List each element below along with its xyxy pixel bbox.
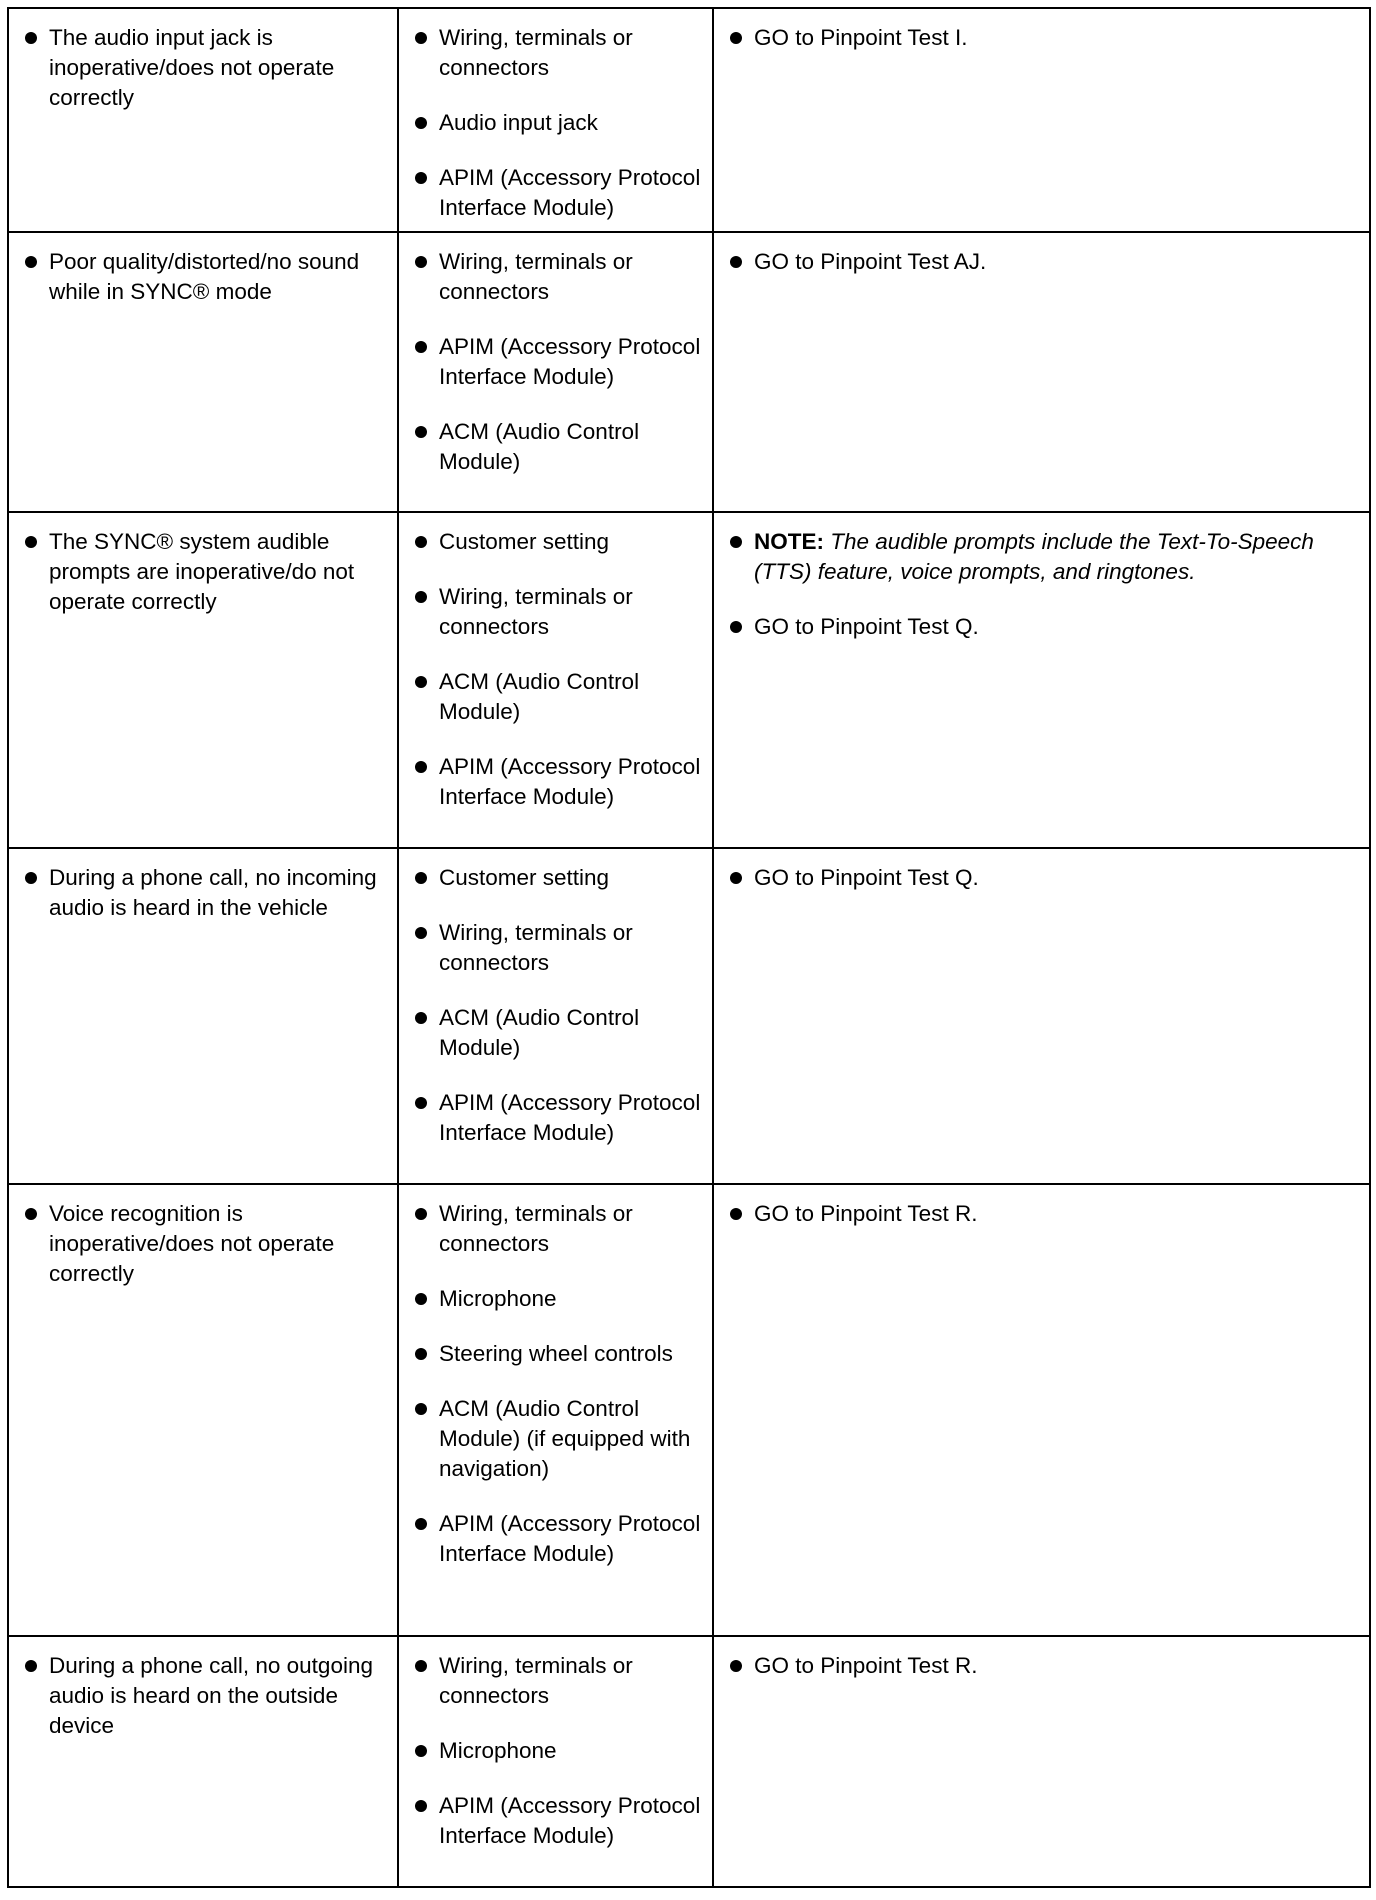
bullet-icon bbox=[415, 872, 427, 884]
bullet-icon bbox=[25, 872, 37, 884]
bullet-icon bbox=[415, 172, 427, 184]
bullet-icon bbox=[415, 1745, 427, 1757]
bullet-icon bbox=[25, 1660, 37, 1672]
table-row bbox=[8, 512, 1370, 848]
bullet-icon bbox=[415, 1660, 427, 1672]
bullet-icon bbox=[415, 761, 427, 773]
possible-source-cell bbox=[398, 512, 713, 848]
possible-source-cell bbox=[398, 1184, 713, 1636]
action-cell bbox=[713, 1636, 1370, 1887]
source-item: Audio input jack bbox=[407, 108, 704, 138]
bullet-icon bbox=[730, 536, 742, 548]
action-cell bbox=[713, 848, 1370, 1184]
source-item: ACM (Audio Control Module) bbox=[407, 1003, 704, 1063]
table-row bbox=[8, 8, 1370, 232]
bullet-icon bbox=[415, 256, 427, 268]
symptom-cell bbox=[8, 232, 398, 512]
table-row bbox=[8, 232, 1370, 512]
possible-source-cell bbox=[398, 232, 713, 512]
source-item: Wiring, terminals or connectors bbox=[407, 247, 704, 307]
symptom-cell bbox=[8, 512, 398, 848]
bullet-icon bbox=[415, 536, 427, 548]
source-item: Steering wheel controls bbox=[407, 1339, 704, 1369]
note-item bbox=[722, 527, 1361, 587]
symptom-item: Poor quality/distorted/no sound while in SYNC® mode bbox=[17, 247, 389, 307]
source-item: Customer setting bbox=[407, 863, 704, 893]
possible-source-cell bbox=[398, 848, 713, 1184]
source-item: Customer setting bbox=[407, 527, 704, 557]
action-item: GO to Pinpoint Test AJ. bbox=[722, 247, 1361, 277]
bullet-icon bbox=[730, 256, 742, 268]
bullet-icon bbox=[415, 927, 427, 939]
bullet-icon bbox=[730, 1660, 742, 1672]
action-cell bbox=[713, 232, 1370, 512]
bullet-icon bbox=[415, 426, 427, 438]
bullet-icon bbox=[415, 676, 427, 688]
source-item: APIM (Accessory Protocol Interface Module) bbox=[407, 752, 704, 812]
symptom-item: During a phone call, no incoming audio is heard in the vehicle bbox=[17, 863, 389, 923]
bullet-icon bbox=[730, 1208, 742, 1220]
symptom-item: The audio input jack is inoperative/does not operate correctly bbox=[17, 23, 389, 113]
action-item: GO to Pinpoint Test R. bbox=[722, 1651, 1361, 1681]
table-row bbox=[8, 1184, 1370, 1636]
note-label: NOTE: bbox=[754, 529, 824, 554]
action-item: GO to Pinpoint Test R. bbox=[722, 1199, 1361, 1229]
bullet-icon bbox=[415, 1348, 427, 1360]
symptom-cell bbox=[8, 1184, 398, 1636]
possible-source-cell bbox=[398, 1636, 713, 1887]
bullet-icon bbox=[415, 1097, 427, 1109]
source-item: Wiring, terminals or connectors bbox=[407, 582, 704, 642]
symptom-cell bbox=[8, 8, 398, 232]
bullet-icon bbox=[415, 32, 427, 44]
source-item: ACM (Audio Control Module) (if equipped with navigation) bbox=[407, 1394, 704, 1484]
bullet-icon bbox=[25, 32, 37, 44]
bullet-icon bbox=[415, 1208, 427, 1220]
note-text: The audible prompts include the Text-To-Speech (TTS) feature, voice prompts, and ringtones. bbox=[754, 529, 1314, 584]
symptom-cell bbox=[8, 848, 398, 1184]
action-item: GO to Pinpoint Test Q. bbox=[722, 863, 1361, 893]
source-item: APIM (Accessory Protocol Interface Module) bbox=[407, 1088, 704, 1148]
source-item: Wiring, terminals or connectors bbox=[407, 23, 704, 83]
bullet-icon bbox=[730, 32, 742, 44]
bullet-icon bbox=[415, 1293, 427, 1305]
bullet-icon bbox=[415, 1800, 427, 1812]
bullet-icon bbox=[415, 1012, 427, 1024]
source-item: Wiring, terminals or connectors bbox=[407, 1199, 704, 1259]
bullet-icon bbox=[25, 1208, 37, 1220]
source-item: APIM (Accessory Protocol Interface Module) bbox=[407, 1509, 704, 1569]
symptom-item: Voice recognition is inoperative/does not operate correctly bbox=[17, 1199, 389, 1289]
symptom-item: The SYNC® system audible prompts are inoperative/do not operate correctly bbox=[17, 527, 389, 617]
bullet-icon bbox=[730, 872, 742, 884]
bullet-icon bbox=[25, 256, 37, 268]
source-item: Wiring, terminals or connectors bbox=[407, 1651, 704, 1711]
action-item: GO to Pinpoint Test I. bbox=[722, 23, 1361, 53]
source-item: ACM (Audio Control Module) bbox=[407, 667, 704, 727]
symptom-chart-table bbox=[7, 7, 1371, 1888]
bullet-icon bbox=[415, 341, 427, 353]
bullet-icon bbox=[730, 621, 742, 633]
source-item: APIM (Accessory Protocol Interface Module) bbox=[407, 1791, 704, 1851]
action-cell bbox=[713, 1184, 1370, 1636]
source-item: Microphone bbox=[407, 1736, 704, 1766]
source-item: APIM (Accessory Protocol Interface Module) bbox=[407, 163, 704, 223]
source-item: ACM (Audio Control Module) bbox=[407, 417, 704, 477]
bullet-icon bbox=[415, 117, 427, 129]
action-cell bbox=[713, 8, 1370, 232]
source-item: APIM (Accessory Protocol Interface Module) bbox=[407, 332, 704, 392]
symptom-item: During a phone call, no outgoing audio is heard on the outside device bbox=[17, 1651, 389, 1741]
bullet-icon bbox=[25, 536, 37, 548]
action-cell bbox=[713, 512, 1370, 848]
possible-source-cell bbox=[398, 8, 713, 232]
action-item: GO to Pinpoint Test Q. bbox=[722, 612, 1361, 642]
source-item: Microphone bbox=[407, 1284, 704, 1314]
source-item: Wiring, terminals or connectors bbox=[407, 918, 704, 978]
table-row bbox=[8, 1636, 1370, 1887]
bullet-icon bbox=[415, 591, 427, 603]
symptom-chart-page bbox=[7, 7, 1371, 1888]
symptom-cell bbox=[8, 1636, 398, 1887]
table-row bbox=[8, 848, 1370, 1184]
bullet-icon bbox=[415, 1403, 427, 1415]
bullet-icon bbox=[415, 1518, 427, 1530]
